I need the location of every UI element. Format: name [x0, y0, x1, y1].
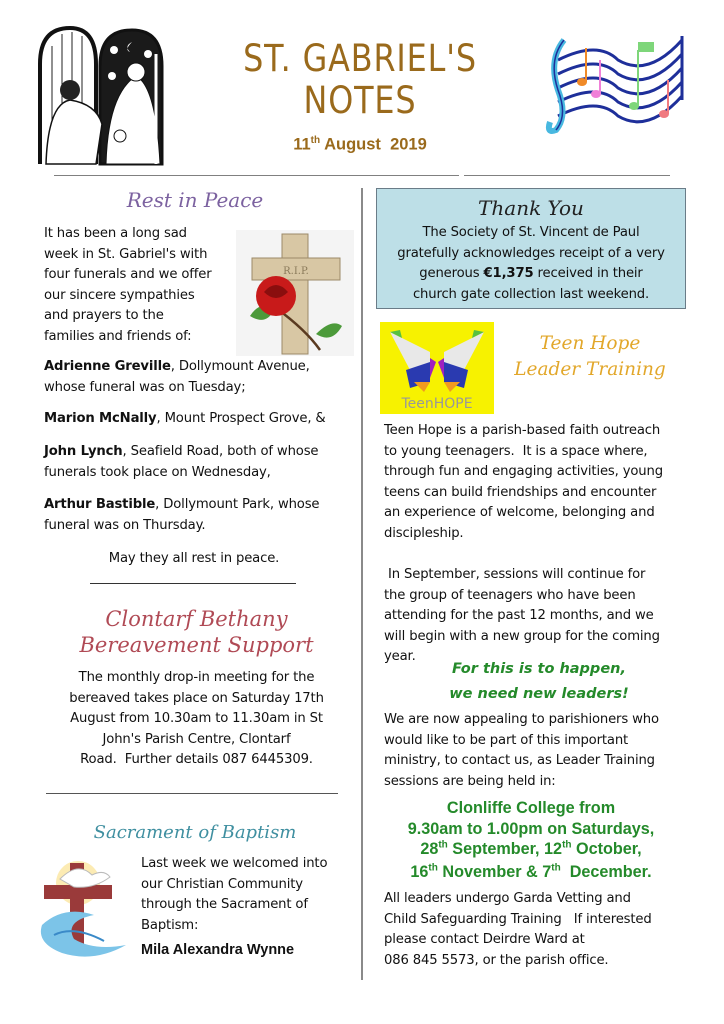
baptism-line: our Christian Community [141, 876, 303, 892]
mourner-entry [44, 495, 349, 536]
teenhope-line: an experience of welcome, belonging and [384, 505, 655, 520]
date-suffix: th [310, 135, 321, 146]
stained-glass-icon [36, 24, 166, 166]
session-date: 28 [420, 840, 439, 858]
teenhope-logo-text: TeenHOPE [401, 396, 473, 412]
column-divider [361, 188, 363, 980]
mourner-name: John Lynch [44, 444, 123, 459]
rip-intro-line: week in St. Gabriel's with [44, 246, 208, 262]
teenhope-line: discipleship. [384, 525, 464, 541]
baptism-heading: Sacrament of Baptism [93, 822, 297, 843]
stained-glass-illustration [36, 24, 166, 166]
mourner-name: Adrienne Greville [44, 359, 171, 374]
thankyou-text: received in their [533, 266, 643, 281]
rip-cross-with-rose [236, 230, 354, 356]
masthead-rule-right [464, 175, 670, 176]
teenhope-heading [500, 331, 680, 383]
mourner-detail: , Dollymount Avenue, whose funeral was on Tuesday; [44, 359, 310, 395]
rip-intro-line: our sincere sympathies [44, 287, 195, 303]
rip-intro-line: and prayers to the [44, 308, 164, 323]
venue-line: Clonliffe College from [446, 799, 616, 817]
music-notes-icon [538, 30, 688, 140]
title-line-2: NOTES [303, 79, 417, 122]
bethany-line: August from 10.30am to 11.30am in St [70, 711, 323, 726]
leaders-callout [384, 657, 694, 707]
bethany-heading-line: Bereavement Support [79, 633, 314, 657]
teenhope-line: through fun and engaging activities, young [384, 464, 663, 479]
venue-dates-line [376, 862, 686, 883]
venue-dates-line [376, 839, 686, 860]
newsletter-title [214, 38, 506, 122]
butterfly-icon [380, 322, 494, 414]
mourner-entry [44, 442, 349, 483]
bethany-body [44, 668, 349, 771]
session-date: 7 [542, 862, 552, 881]
date-suffix: th [438, 839, 448, 851]
teenhope-line: Child Safeguarding Training If interested [384, 911, 652, 927]
teenhope-paragraph [384, 565, 694, 668]
rip-heading: Rest in Peace [126, 188, 264, 212]
teenhope-line: would like to be part of this important [384, 732, 629, 748]
callout-line: For this is to happen, [452, 661, 626, 677]
teenhope-paragraph [384, 421, 694, 544]
cross-rose-icon [236, 230, 354, 356]
teenhope-line: sessions are being held in: [384, 773, 556, 789]
teenhope-line: year. [384, 649, 416, 664]
date-rest: August 2019 [320, 135, 427, 154]
rip-intro-line: four funerals and we offer [44, 267, 212, 282]
mourner-name: Marion McNally [44, 411, 157, 426]
teenhope-line: We are now appealing to parishioners who [384, 712, 659, 727]
donation-amount: €1,375 [483, 266, 534, 281]
music-notes-illustration [538, 30, 688, 140]
baptism-icon [34, 855, 130, 963]
bethany-heading-line: Clontarf Bethany [105, 607, 288, 631]
teenhope-line: to young teenagers. It is a space where, [384, 443, 648, 459]
baptized-name: Mila Alexandra Wynne [141, 942, 295, 958]
bethany-line: John's Parish Centre, Clontarf [102, 731, 291, 747]
teenhope-paragraph [384, 710, 694, 792]
date-suffix: th [551, 862, 561, 874]
teenhope-line: attending for the past 12 months, and we [384, 608, 654, 623]
teenhope-line: the group of teenagers who have been [384, 587, 636, 603]
session-month: September, [447, 840, 545, 858]
mourner-detail: , Dollymount Park, whose funeral was on Thursday. [44, 497, 320, 533]
baptism-line: through the Sacrament of [141, 897, 308, 912]
date-day: 11 [293, 135, 311, 154]
session-month: December. [560, 862, 652, 881]
teenhope-logo [380, 322, 494, 414]
rip-intro [44, 224, 239, 347]
teenhope-line: In September, sessions will continue for [384, 567, 646, 582]
thankyou-heading: Thank You [478, 196, 584, 220]
title-line-1: ST. GABRIEL'S [243, 37, 477, 80]
masthead-rule-left [54, 175, 459, 176]
thankyou-body [376, 223, 686, 305]
rip-cross-text: R.I.P. [283, 266, 309, 277]
teenhope-line: All leaders undergo Garda Vetting and [384, 891, 631, 906]
baptism-line: Last week we welcomed into [141, 856, 328, 871]
teenhope-heading-line: Leader Training [514, 359, 666, 380]
date-suffix: th [562, 839, 572, 851]
session-date: 12 [544, 840, 563, 858]
bethany-line: The monthly drop-in meeting for the [78, 670, 315, 685]
teenhope-line: teens can build friendships and encounter [384, 484, 657, 500]
rip-closing: May they all rest in peace. [108, 551, 280, 566]
thankyou-line: church gate collection last weekend. [412, 286, 650, 302]
section-rule [90, 583, 296, 584]
mourner-entry [44, 357, 349, 398]
teenhope-heading-line: Teen Hope [539, 333, 641, 354]
teenhope-line: will begin with a new group for the coming [384, 628, 660, 644]
thankyou-line: gratefully acknowledges receipt of a very [397, 245, 665, 261]
mourner-detail: , Mount Prospect Grove, & [156, 411, 326, 426]
session-date: 16 [410, 862, 429, 881]
bethany-line: Road. Further details 087 6445309. [80, 752, 313, 767]
thankyou-line [376, 264, 686, 285]
mourner-detail: , Seafield Road, both of whose funerals took place on Wednesday, [44, 444, 319, 480]
session-month: November & [437, 862, 543, 881]
thankyou-text: generous [419, 266, 484, 281]
teenhope-line: 086 845 5573, or the parish office. [384, 952, 609, 968]
bethany-heading [44, 606, 349, 658]
baptism-body [141, 854, 356, 936]
thankyou-line: The Society of St. Vincent de Paul [422, 225, 640, 240]
mourner-entry [44, 409, 349, 430]
venue-line: 9.30am to 1.00pm on Saturdays, [407, 819, 655, 838]
baptism-line: Baptism: [141, 917, 199, 933]
date-suffix: th [428, 862, 438, 874]
training-venue-dates [376, 798, 686, 882]
mourner-name: Arthur Bastible [44, 497, 156, 512]
section-rule [46, 793, 338, 794]
teenhope-paragraph [384, 889, 694, 971]
rip-intro-line: It has been a long sad [44, 226, 187, 241]
issue-date [230, 135, 490, 155]
baptism-cross-dove-water [34, 855, 130, 963]
teenhope-line: please contact Deirdre Ward at [384, 932, 585, 947]
bethany-line: bereaved takes place on Saturday 17th [69, 690, 324, 706]
callout-line: we need new leaders! [449, 686, 629, 702]
teenhope-line: ministry, to contact us, as Leader Training [384, 753, 655, 768]
session-month: October, [571, 840, 642, 858]
teenhope-line: Teen Hope is a parish-based faith outreach [384, 423, 661, 438]
rip-intro-line: families and friends of: [44, 328, 192, 344]
